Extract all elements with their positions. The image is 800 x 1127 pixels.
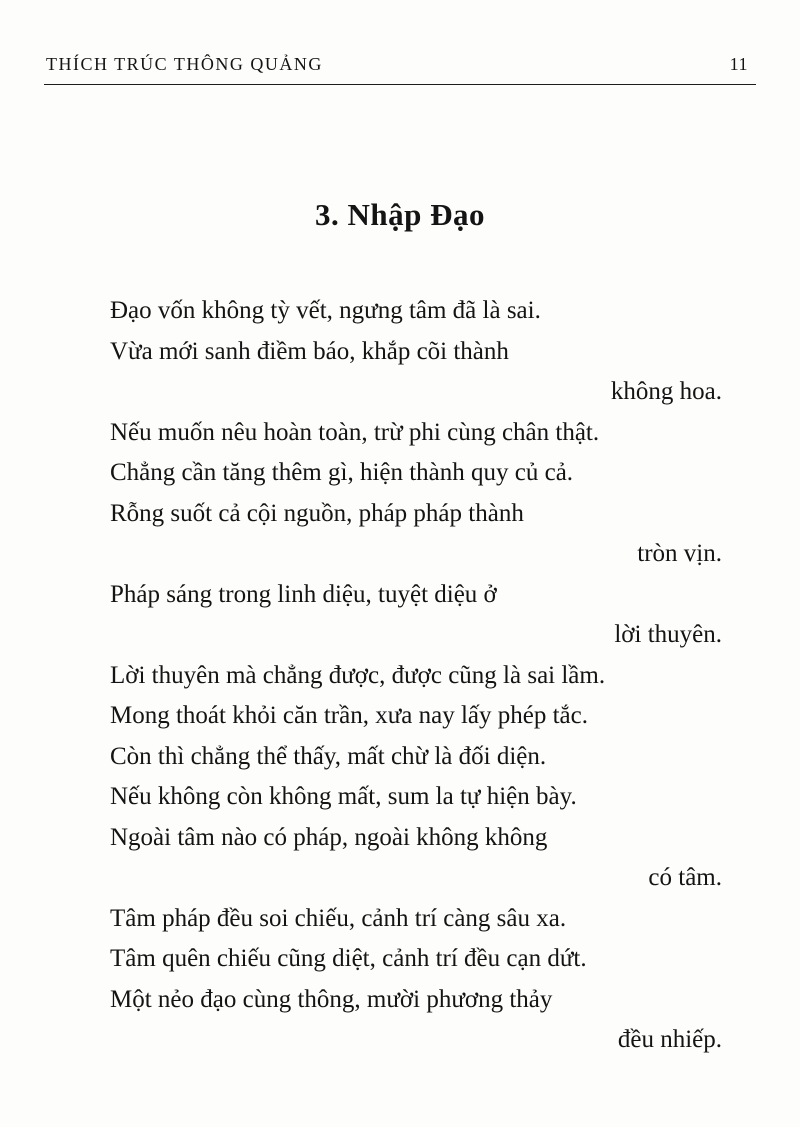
verse-line: Tâm pháp đều soi chiếu, cảnh trí càng sâu xa. [110,904,567,932]
verse-line-continuation: tròn vịn. [637,540,722,567]
header-rule [44,84,756,85]
chapter-title: 3. Nhập Đạo [314,197,485,232]
verse-line: Ngoài tâm nào có pháp, ngoài không không [110,823,548,851]
verse-line: Còn thì chẳng thể thấy, mất chừ là đối diện. [110,742,547,770]
page-number: 11 [729,54,748,74]
verse-line-continuation: đều nhiếp. [617,1026,722,1053]
verse-body [110,291,722,1061]
running-header [0,0,800,75]
verse-line: Nếu muốn nêu hoàn toàn, trừ phi cùng chân thật. [110,418,600,446]
running-title: THÍCH TRÚC THÔNG QUẢNG [46,54,323,74]
verse-line: Vừa mới sanh điềm báo, khắp cõi thành [110,337,509,365]
verse-line: Pháp sáng trong linh diệu, tuyệt diệu ở [110,580,497,608]
verse-line: Rỗng suốt cả cội nguồn, pháp pháp thành [110,499,524,527]
verse-line-continuation: lời thuyên. [614,621,722,648]
verse-line: Một nẻo đạo cùng thông, mười phương thảy [110,985,553,1013]
verse-line: Mong thoát khỏi căn trần, xưa nay lấy phép tắc. [110,702,588,729]
verse-line: Chẳng cần tăng thêm gì, hiện thành quy củ cả. [110,459,574,486]
verse-line-continuation: không hoa. [610,378,722,405]
verse-line: Lời thuyên mà chẳng được, được cũng là sai lầm. [110,661,606,689]
verse-line: Đạo vốn không tỳ vết, ngưng tâm đã là sai. [110,297,541,324]
verse-line: Tâm quên chiếu cũng diệt, cảnh trí đều cạn dứt. [110,945,587,972]
verse-line-continuation: có tâm. [648,864,722,891]
verse-line: Nếu không còn không mất, sum la tự hiện bày. [110,783,577,810]
